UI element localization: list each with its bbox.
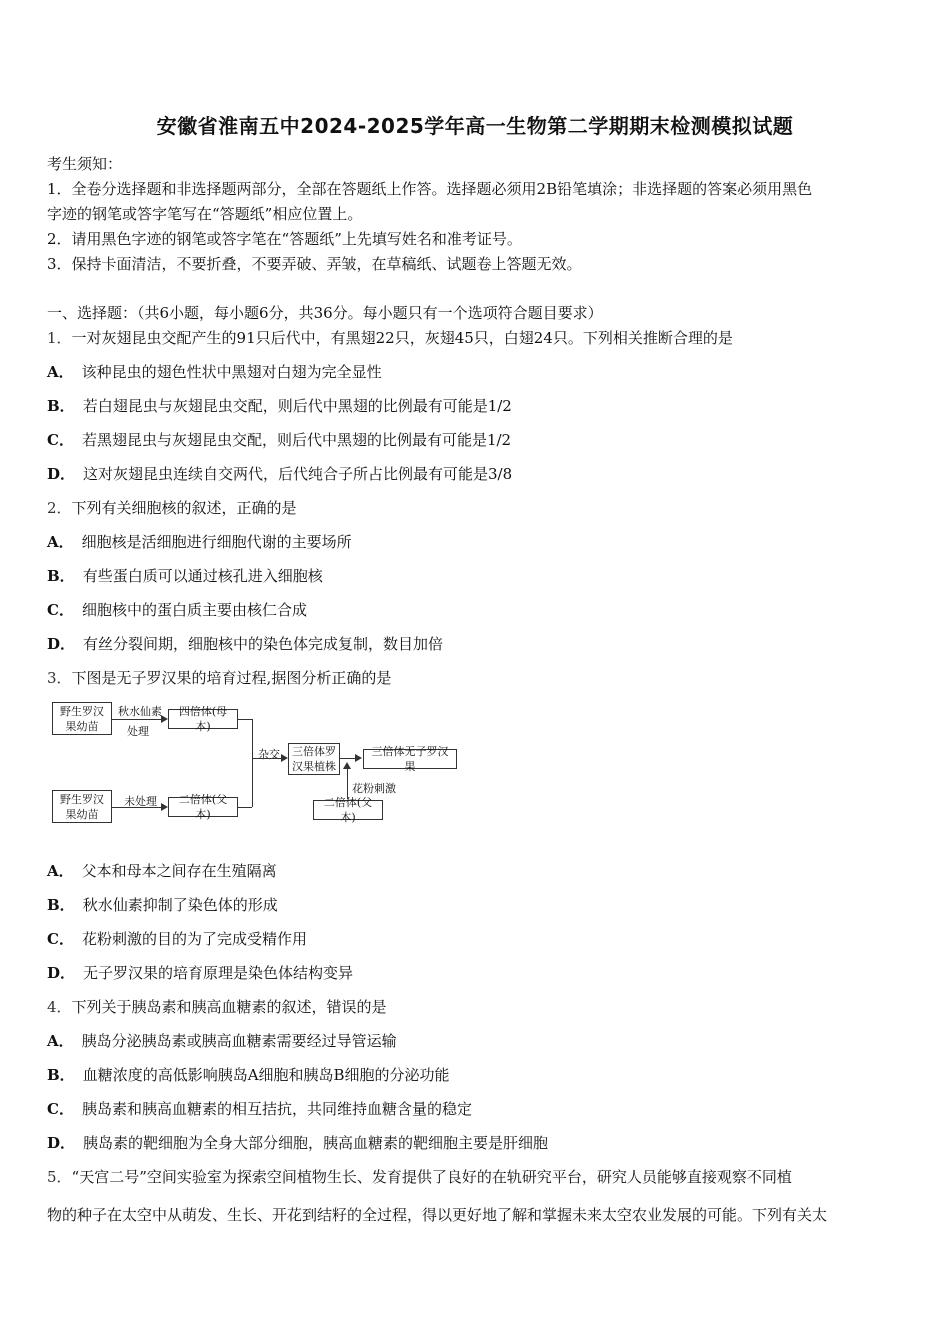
question-number: 5． <box>47 1168 72 1186</box>
option-label: B． <box>47 1066 75 1084</box>
option-text: 胰岛素的靶细胞为全身大部分细胞，胰高血糖素的靶细胞主要是肝细胞 <box>83 1134 549 1152</box>
option-text: 父本和母本之间存在生殖隔离 <box>81 862 277 880</box>
question-3-option-b <box>47 894 278 915</box>
option-label: C． <box>47 601 74 619</box>
notice-heading: 考生须知： <box>47 155 123 173</box>
question-4-option-b <box>47 1064 450 1085</box>
question-1-option-b <box>47 395 512 416</box>
question-number: 3． <box>47 669 72 687</box>
question-2-option-d <box>47 633 443 654</box>
option-label: D． <box>47 635 76 653</box>
option-text: 胰岛素和胰高血糖素的相互拮抗，共同维持血糖含量的稳定 <box>81 1100 472 1118</box>
question-2-option-a <box>47 531 352 552</box>
option-label: C． <box>47 431 74 449</box>
option-text: 若白翅昆虫与灰翅昆虫交配，则后代中黑翅的比例最有可能是1/2 <box>82 397 512 415</box>
page-title: 安徽省淮南五中2024-2025学年高一生物第二学期期末检测模拟试题 <box>156 114 794 138</box>
tetraploid-box: 四倍体(母本) <box>168 709 238 729</box>
question-number: 2． <box>47 499 72 517</box>
diploid-father-box-2: 二倍体(父本) <box>313 800 383 820</box>
section-heading: 一、选择题：（共6小题，每小题6分，共36分。每小题只有一个选项符合题目要求） <box>47 304 603 322</box>
question-stem: 下图是无子罗汉果的培育过程,据图分析正确的是 <box>71 669 392 687</box>
question-4-option-a <box>47 1030 397 1051</box>
question-stem: 下列关于胰岛素和胰高血糖素的叙述，错误的是 <box>71 998 387 1016</box>
option-text: 细胞核是活细胞进行细胞代谢的主要场所 <box>81 533 352 551</box>
option-label: C． <box>47 930 74 948</box>
option-text: 胰岛分泌胰岛素或胰高血糖素需要经过导管运输 <box>81 1032 397 1050</box>
option-text: 有些蛋白质可以通过核孔进入细胞核 <box>82 567 323 585</box>
option-label: D． <box>47 465 76 483</box>
notice-item-1-line-1: 1．全卷分选择题和非选择题两部分，全部在答题纸上作答。选择题必须用2B铅笔填涂；非选择题的答案必须用黑色 <box>47 180 813 198</box>
option-text: 若黑翅昆虫与灰翅昆虫交配，则后代中黑翅的比例最有可能是1/2 <box>81 431 512 449</box>
wild-seedling-box-1: 野生罗汉果幼苗 <box>52 702 112 735</box>
question-stem: 下列有关细胞核的叙述，正确的是 <box>71 499 297 517</box>
question-3-option-d <box>47 962 353 983</box>
diploid-father-box-1: 二倍体(父本) <box>168 797 238 817</box>
option-text: 秋水仙素抑制了染色体的形成 <box>82 896 278 914</box>
question-1-option-d <box>47 463 512 484</box>
question-5-line-2: 物的种子在太空中从萌发、生长、开花到结籽的全过程，得以更好地了解和掌握未来太空农业发展的可能。下列有关太 <box>47 1206 828 1224</box>
question-number: 4． <box>47 998 72 1016</box>
option-label: A． <box>47 363 74 381</box>
wild-seedling-box-2: 野生罗汉果幼苗 <box>52 790 112 823</box>
option-label: C． <box>47 1100 74 1118</box>
question-1 <box>47 327 733 348</box>
notice-item-3: 3．保持卡面清洁，不要折叠，不要弄破、弄皱，在草稿纸、试题卷上答题无效。 <box>47 255 582 273</box>
option-text: 该种昆虫的翅色性状中黑翅对白翅为完全显性 <box>81 363 382 381</box>
question-2-option-c <box>47 599 307 620</box>
option-text: 有丝分裂间期，细胞核中的染色体完成复制，数目加倍 <box>83 635 444 653</box>
option-text: 血糖浓度的高低影响胰岛A细胞和胰岛B细胞的分泌功能 <box>82 1066 450 1084</box>
question-stem-line-1: “天宫二号”空间实验室为探索空间植物生长、发育提供了良好的在轨研究平台，研究人员能够直接观察不同植 <box>71 1168 792 1186</box>
question-3 <box>47 667 391 688</box>
untreated-label: 未处理 <box>124 795 157 808</box>
option-label: B． <box>47 397 75 415</box>
question-5 <box>47 1166 792 1187</box>
question-4 <box>47 996 387 1017</box>
option-label: B． <box>47 896 75 914</box>
pollen-stimulation-label: 花粉刺激 <box>352 782 396 795</box>
option-label: D． <box>47 1134 76 1152</box>
question-2-option-b <box>47 565 323 586</box>
colchicine-label: 秋水仙素 <box>118 705 162 718</box>
treat-label: 处理 <box>127 725 149 738</box>
option-label: A． <box>47 862 74 880</box>
seedless-fruit-box: 三倍体无子罗汉果 <box>363 749 457 769</box>
notice-item-1-line-2: 字迹的钢笔或答字笔写在“答题纸”相应位置上。 <box>47 205 363 223</box>
notice-item-2: 2．请用黑色字迹的钢笔或答字笔在“答题纸”上先填写姓名和准考证号。 <box>47 230 522 248</box>
question-2 <box>47 497 297 518</box>
triploid-plant-box: 三倍体罗汉果植株 <box>288 743 340 775</box>
question-number: 1． <box>47 329 72 347</box>
question-1-option-a <box>47 361 382 382</box>
option-text: 细胞核中的蛋白质主要由核仁合成 <box>81 601 307 619</box>
cross-label: 杂交 <box>258 748 280 761</box>
option-text: 无子罗汉果的培育原理是染色体结构变异 <box>83 964 354 982</box>
option-label: A． <box>47 533 74 551</box>
option-label: B． <box>47 567 75 585</box>
question-1-option-c <box>47 429 511 450</box>
option-label: D． <box>47 964 76 982</box>
question-3-option-c <box>47 928 307 949</box>
question-stem: 一对灰翅昆虫交配产生的91只后代中，有黑翅22只，灰翅45只，白翅24只。下列相关推断合理的是 <box>71 329 733 347</box>
question-3-option-a <box>47 860 277 881</box>
option-text: 花粉刺激的目的为了完成受精作用 <box>81 930 307 948</box>
question-4-option-d <box>47 1132 548 1153</box>
question-4-option-c <box>47 1098 472 1119</box>
option-text: 这对灰翅昆虫连续自交两代，后代纯合子所占比例最有可能是3/8 <box>83 465 513 483</box>
option-label: A． <box>47 1032 74 1050</box>
breeding-diagram <box>50 700 470 830</box>
